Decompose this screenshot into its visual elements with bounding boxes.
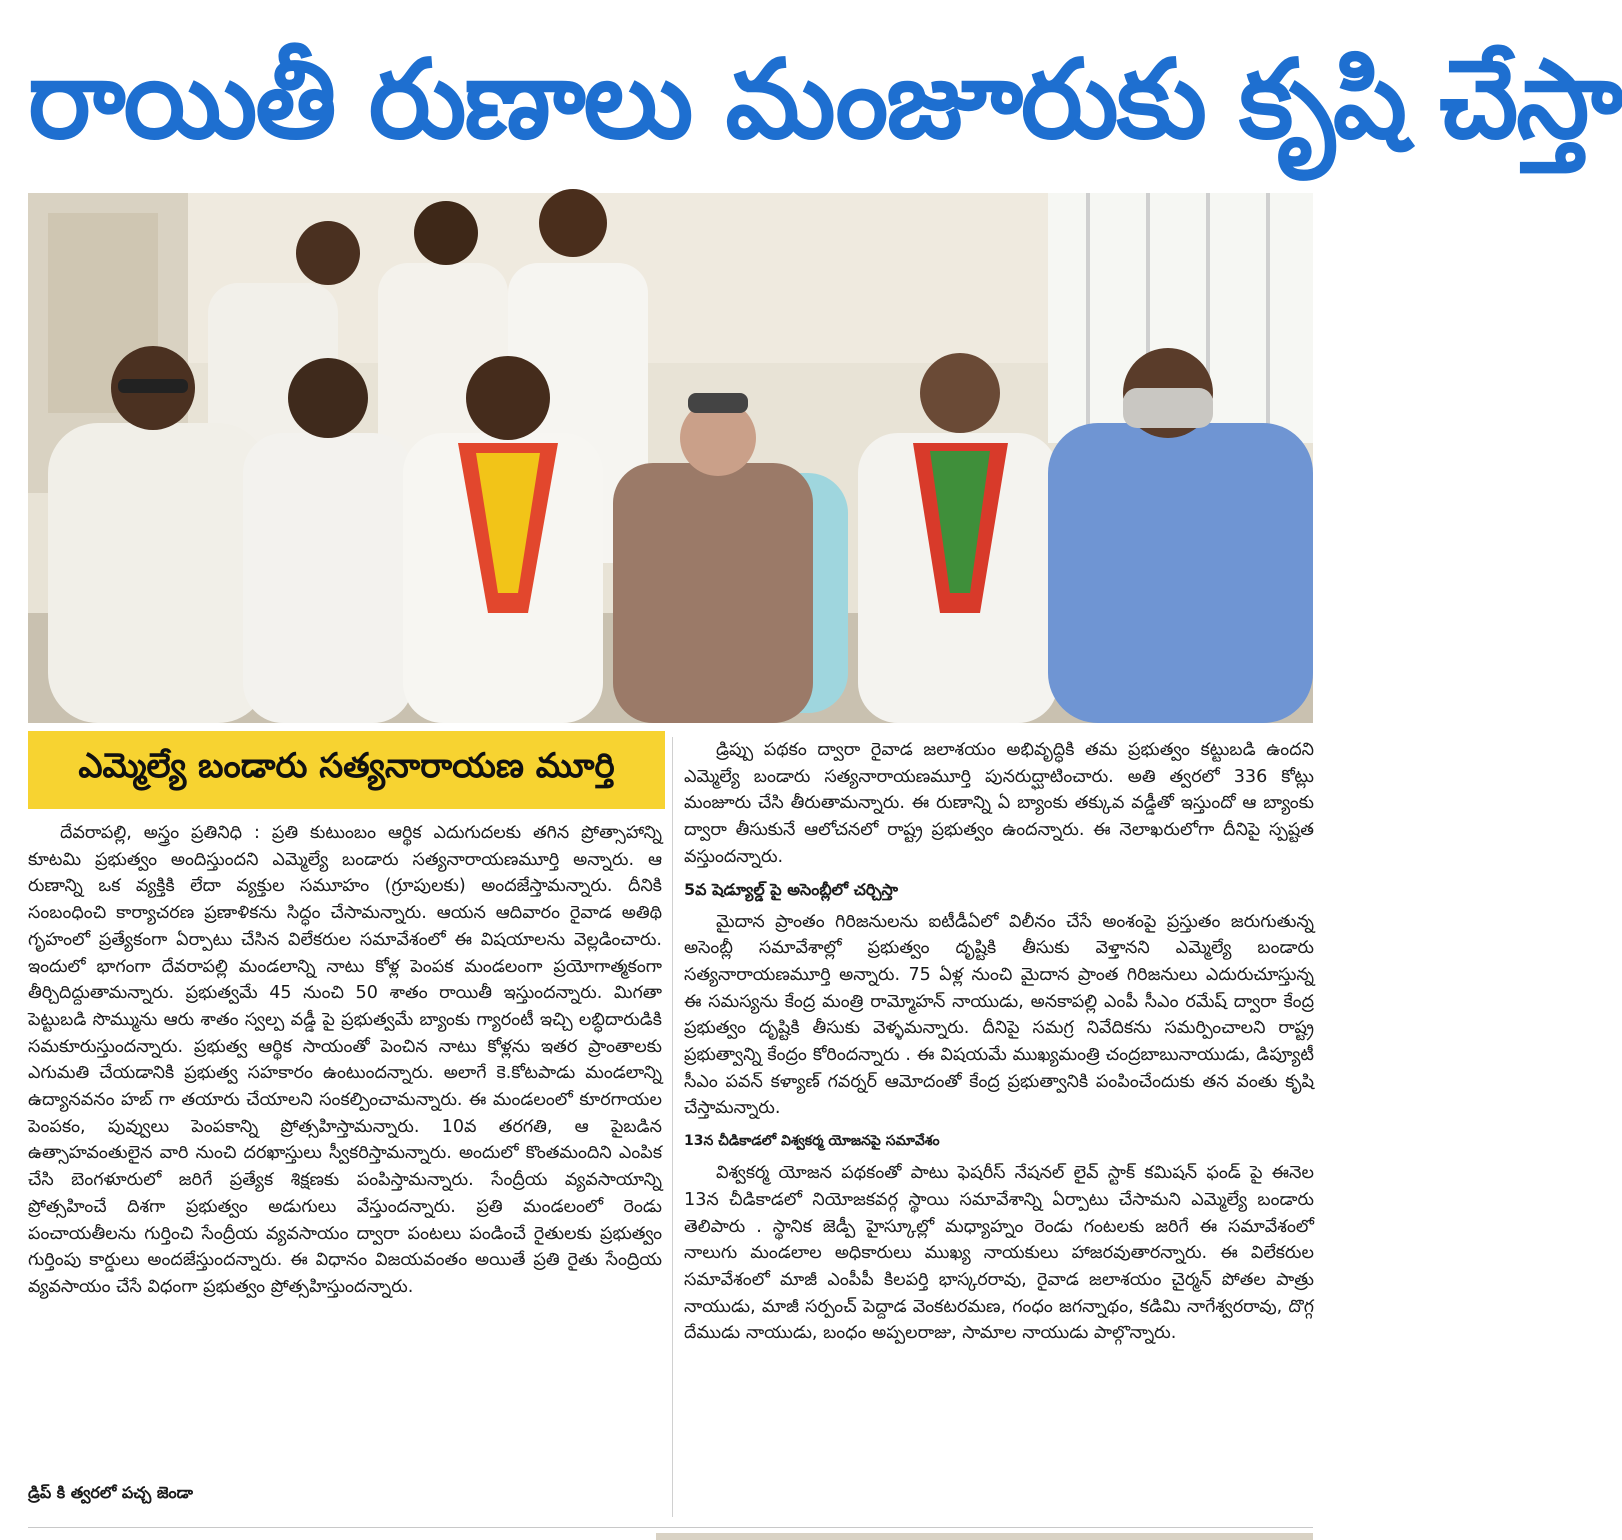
group-photo-image [28, 193, 1313, 723]
group-photo [28, 193, 1313, 723]
column-divider [672, 737, 673, 1517]
paragraph: డ్రిప్పు పథకం ద్వారా రైవాడ జలాశయం అభివృద్ధికి తమ ప్రభుత్వం కట్టుబడి ఉందని ఎమ్మెల్యే బండారు సత్యనారాయణమూర్తి పునరుద్ఘాటించారు. అతి త్వరలో 336 కోట్లు మంజూరు చేసి తీరుతామన్నారు. ఈ రుణాన్ని ఏ బ్యాంకు తక్కువ వడ్డీతో ఇస్తుందో ఆ బ్యాంకు ద్వారా తీసుకునే ఆలోచనలో రాష్ట్ర ప్రభుత్వం ఉందన్నారు. ఈ నెలాఖరులోగా దీనిపై స్పష్టత వస్తుందన్నారు. [684, 740, 1314, 867]
section-subhead: డ్రిప్ కి త్వరలో పచ్చ జెండా [28, 1483, 193, 1502]
right-column [684, 737, 1314, 1347]
paragraph: విశ్వకర్మ యోజన పథకంతో పాటు ఫెషరీస్ నేషనల్ లైవ్ స్టాక్ కమిషన్ ఫండ్ పై ఈనెల 13న చీడికాడలో నియోజకవర్గ స్థాయి సమావేశాన్ని ఏర్పాటు చేసామని ఎమ్మెల్యే బండారు తెలిపారు . స్థానిక జెడ్పీ హైస్కూల్లో మధ్యాహ్నం రెండు గంటలకు జరిగే ఈ సమావేశంలో నాలుగు మండలాల అధికారులు ముఖ్య నాయకులు హాజరవుతారన్నారు. ఈ విలేకరుల సమావేశంలో మాజీ ఎంపీపీ కిలపర్తి భాస్కరరావు, రైవాడ జలాశయం చైర్మన్ పోతల పాత్రు నాయుడు, మాజీ సర్పంచ్ పెద్దాడ వెంకటరమణ, గంధం జగన్నాథం, కడిమి నాగేశ్వరరావు, దొగ్గ దేముడు నాయుడు, బంధం అప్పలరాజు, సామాల నాయుడు పాల్గొన్నారు. [684, 1163, 1314, 1344]
section-subhead: 5వ షెడ్యూల్డ్ పై అసెంబ్లీలో చర్చిస్తా [684, 879, 899, 899]
section-subhead: 13న చీడికాడలో విశ్వకర్మ యోజనపై సమావేశం [684, 1133, 940, 1150]
article-subhead: ఎమ్మెల్యే బండారు సత్యనారాయణ మూర్తి [28, 731, 665, 809]
paragraph: మైదాన ప్రాంతం గిరిజనులను ఐటీడీఏలో విలీనం చేసే అంశంపై ప్రస్తుతం జరుగుతున్న అసెంబ్లీ సమావేశాల్లో ప్రభుత్వం దృష్టికి తీసుకు వెళ్తానని ఎమ్మెల్యే బండారు సత్యనారాయణమూర్తి అన్నారు. 75 ఏళ్ల నుంచి మైదాన ప్రాంత గిరిజనులు ఎదురుచూస్తున్న ఈ సమస్యను కేంద్ర మంత్రి రామ్మోహన్ నాయుడు, అనకాపల్లి ఎంపీ సీఎం రమేష్ ద్వారా కేంద్ర ప్రభుత్వం దృష్టికి తీసుకు వెళ్ళమన్నారు. దీనిపై సమగ్ర నివేదికను సమర్పించాలని రాష్ట్ర ప్రభుత్వాన్ని కేంద్రం కోరిందన్నారు . ఈ విషయమే ముఖ్యమంత్రి చంద్రబాబునాయుడు, డిప్యూటీ సీఎం పవన్ కళ్యాణ్ గవర్నర్ ఆమోదంతో కేంద్ర ప్రభుత్వానికి పంపించేందుకు తన వంతు కృషి చేస్తామన్నారు. [684, 911, 1314, 1119]
headline: రాయితీ రుణాలు మంజూరుకు కృషి చేస్తా [28, 34, 1622, 164]
page-divider [28, 1527, 1313, 1528]
left-column [28, 820, 662, 1301]
next-article-photo-edge [656, 1533, 1313, 1540]
paragraph: దేవరాపల్లి, అస్త్రం ప్రతినిధి : ప్రతి కుటుంబం ఆర్థిక ఎదుగుదలకు తగిన ప్రోత్సాహాన్ని కూటమి ప్రభుత్వం అందిస్తుందని ఎమ్మెల్యే బండారు సత్యనారాయణమూర్తి అన్నారు. ఆ రుణాన్ని ఒక వ్యక్తికి లేదా వ్యక్తుల సమూహం (గ్రూపులకు) అందజేస్తామన్నారు. దీనికి సంబంధించి కార్యాచరణ ప్రణాళికను సిద్ధం చేసామన్నారు. ఆయన ఆదివారం రైవాడ అతిథి గృహంలో ప్రత్యేకంగా ఏర్పాటు చేసిన విలేకరుల సమావేశంలో ఈ విషయాలను వెల్లడించారు. ఇందులో భాగంగా దేవరాపల్లి మండలాన్ని నాటు కోళ్ల పెంపక మండలంగా ప్రయోగాత్మకంగా తీర్చిదిద్దుతామన్నారు. ప్రభుత్వమే 45 నుంచి 50 శాతం రాయితీ ఇస్తుందన్నారు. మిగతా పెట్టుబడి సొమ్మును ఆరు శాతం స్వల్ప వడ్డీ పై ప్రభుత్వమే బ్యాంకు గ్యారంటీ ఇచ్చి లబ్ధిదారుడికి సమకూరుస్తుందన్నారు. ప్రభుత్వ ఆర్థిక సాయంతో పెంచిన నాటు కోళ్లను ఇతర ప్రాంతాలకు ఎగుమతి చేయడానికి ప్రభుత్వ సహకారం ఉంటుందన్నారు. అలాగే కె.కోటపాడు మండలాన్ని ఉద్యానవనం హబ్ గా తయారు చేయాలని సంకల్పించామన్నారు. ఈ మండలంలో కూరగాయల పెంపకం, పువ్వులు పెంపకాన్ని ప్రోత్సహిస్తామన్నారు. 10వ తరగతి, ఆ పైబడిన ఉత్సాహవంతులైన వారి నుంచి దరఖాస్తులు స్వీకరిస్తామన్నారు. అందులో కొంతమందిని ఎంపిక చేసి బెంగళూరులో జరిగే ప్రత్యేక శిక్షణకు పంపిస్తామన్నారు. సేంద్రీయ వ్యవసాయాన్ని ప్రోత్సహించే దిశగా ప్రభుత్వం అడుగులు వేస్తుందన్నారు. ప్రతి మండలంలో రెండు పంచాయతీలను గుర్తించి సేంద్రీయ వ్యవసాయం ద్వారా పంటలు పండించే రైతులకు ప్రభుత్వం గుర్తింపు కార్డులు అందజేస్తుందన్నారు. ఈ విధానం విజయవంతం అయితే ప్రతి రైతు సేంద్రియ వ్యవసాయం చేసే విధంగా ప్రభుత్వం ప్రోత్సహిస్తుందన్నారు. [28, 823, 662, 1297]
